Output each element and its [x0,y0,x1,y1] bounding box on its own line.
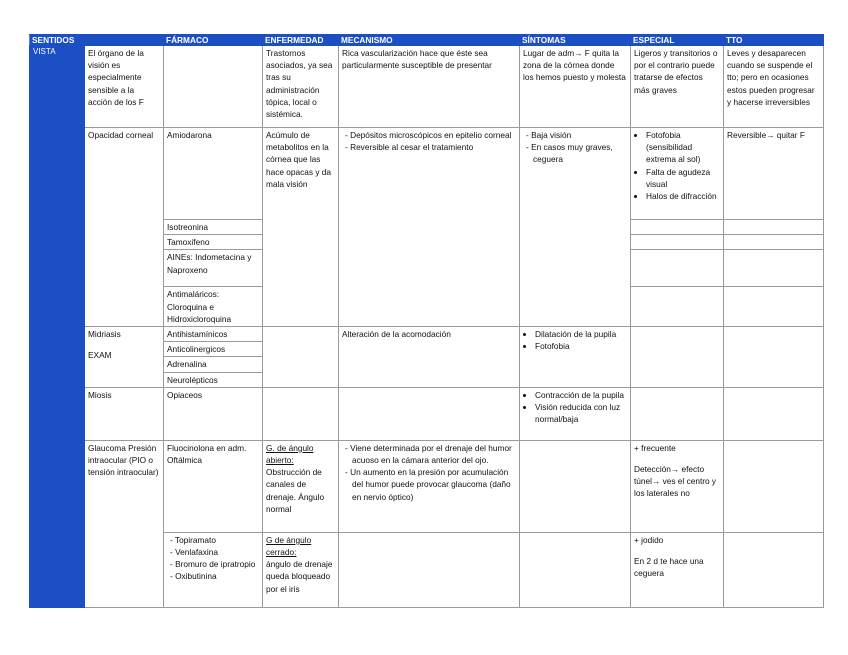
header-mecanismo: MECANISMO [339,35,520,46]
mecanismo-cell [339,128,520,327]
tto-cell: Reversible→ quitar F [724,128,824,220]
list-item: - En casos muy graves, ceguera [533,141,627,165]
list-item: - Viene determinada por el drenaje del humor acuoso en la cámara anterior del ojo. [352,442,516,466]
mecanismo-cell [339,532,520,607]
list-item: • Visión reducida con luz normal/baja [535,401,627,425]
tto-cell [724,250,824,287]
header-tto: TTO [724,35,824,46]
tto-cell [724,220,824,235]
especial-cell: + jodido En 2 d te hace una ceguera [631,532,724,607]
condition-cell [85,327,164,388]
list-item: • Falta de agudeza visual [646,166,720,190]
list-item: - Un aumento en la presión por acumulación del humor puede provocar glaucoma (daño en nervio óptico) [352,466,516,503]
enfermedad-cell [263,387,339,440]
header-row [30,35,824,46]
table-row [30,387,824,440]
pharmacology-table [29,34,824,608]
condition-cell: Opacidad corneal [85,128,164,327]
list-item: • Dilatación de la pupila [535,328,627,340]
header-organo [85,35,164,46]
glaucoma-type-title: G de ángulo cerrado: [266,534,312,558]
sintomas-cell [520,128,631,327]
farmaco-cell: Fluocinolona en adm. Oftálmica [164,440,263,532]
tto-cell [724,532,824,607]
header-enfermedad: ENFERMEDAD [263,35,339,46]
especial-cell [631,220,724,235]
mecanismo-cell [339,387,520,440]
farmaco-cell: Isotreonina [164,220,263,235]
condition-cell: Miosis [85,387,164,440]
farmaco-cell [164,46,263,128]
especial-cell [631,387,724,440]
list-item: • Fotofobia (sensibilidad extrema al sol) [646,129,720,166]
list-item: - Venlafaxina [177,546,259,558]
list-item: - Topiramato [177,534,259,546]
list-item: - Depósitos microscópicos en epitelio corneal [352,129,516,141]
mecanismo-cell: Alteración de la acomodación [339,327,520,388]
farmaco-cell: Amiodarona [164,128,263,220]
enfermedad-cell [263,327,339,388]
glaucoma-type-title: G. de ángulo abierto: [266,442,314,466]
list-item: • Halos de difracción [646,190,720,202]
sintomas-cell: Lugar de adm→ F quita la zona de la córnea donde los hemos puesto y molesta [520,46,631,128]
header-especial: ESPECIAL [631,35,724,46]
enfermedad-cell: Trastornos asociados, ya sea tras su administración tópica, local o sistémica. [263,46,339,128]
header-sentidos: SENTIDOS [30,35,85,46]
list-item: • Fotofobia [535,340,627,352]
farmaco-cell: Tamoxifeno [164,235,263,250]
sintomas-cell [520,440,631,532]
tto-cell [724,235,824,250]
condition-cell: Glaucoma Presión intraocular (PIO o tensión intraocular) [85,440,164,607]
table-row [30,440,824,532]
sintomas-cell [520,532,631,607]
tto-cell [724,387,824,440]
sintomas-cell [520,387,631,440]
mecanismo-cell: Rica vascularización hace que éste sea particularmente susceptible de presentar [339,46,520,128]
list-item: - Reversible al cesar el tratamiento [352,141,516,153]
especial-cell [631,327,724,388]
especial-cell [631,128,724,220]
list-item: - Bromuro de ipratropio [177,558,259,570]
farmaco-cell: Anticolinergicos [164,342,263,357]
sentido-cell: VISTA [30,46,85,608]
header-farmaco: FÁRMACO [164,35,263,46]
organo-cell: El órgano de la visión es especialmente sensible a la acción de los F [85,46,164,128]
farmaco-cell: AINEs: Indometacina y Naproxeno [164,250,263,287]
enfermedad-cell: G. de ángulo abierto: Obstrucción de canales de drenaje. Ángulo normal [263,440,339,532]
list-item: - Baja visión [533,129,627,141]
list-item: • Contracción de la pupila [535,389,627,401]
list-item: - Oxibutinina [177,570,259,582]
farmaco-cell [164,532,263,607]
mecanismo-cell [339,440,520,532]
tto-cell [724,440,824,532]
especial-cell [631,235,724,250]
especial-cell: Ligeros y transitorios o por el contrario puede tratarse de efectos más graves [631,46,724,128]
tto-cell [724,327,824,388]
farmaco-cell: Adrenalina [164,357,263,372]
farmaco-cell: Opiaceos [164,387,263,440]
farmaco-cell: Neurolépticos [164,372,263,387]
farmaco-cell: Antimaláricos: Cloroquina e Hidroxicloroquina [164,287,263,327]
exam-tag: EXAM [88,350,112,361]
enfermedad-cell: Acúmulo de metabolitos en la córnea que las hace opacas y da mala visión [263,128,339,327]
sintomas-cell [520,327,631,388]
table-row [30,128,824,220]
especial-cell [631,287,724,327]
tto-cell [724,287,824,327]
especial-cell: + frecuente Detección→ efecto túnel→ ves el centro y los laterales no [631,440,724,532]
farmaco-cell: Antihistamínicos [164,327,263,342]
header-sintomas: SÍNTOMAS [520,35,631,46]
condition-name: Midriasis [88,329,121,340]
tto-cell: Leves y desaparecen cuando se suspende el tto; pero en ocasiones estos pueden progresar y hacerse irreversibles [724,46,824,128]
especial-cell [631,250,724,287]
table-row [30,46,824,128]
table-row [30,327,824,342]
enfermedad-cell: G de ángulo cerrado: ángulo de drenaje queda bloqueado por el iris [263,532,339,607]
